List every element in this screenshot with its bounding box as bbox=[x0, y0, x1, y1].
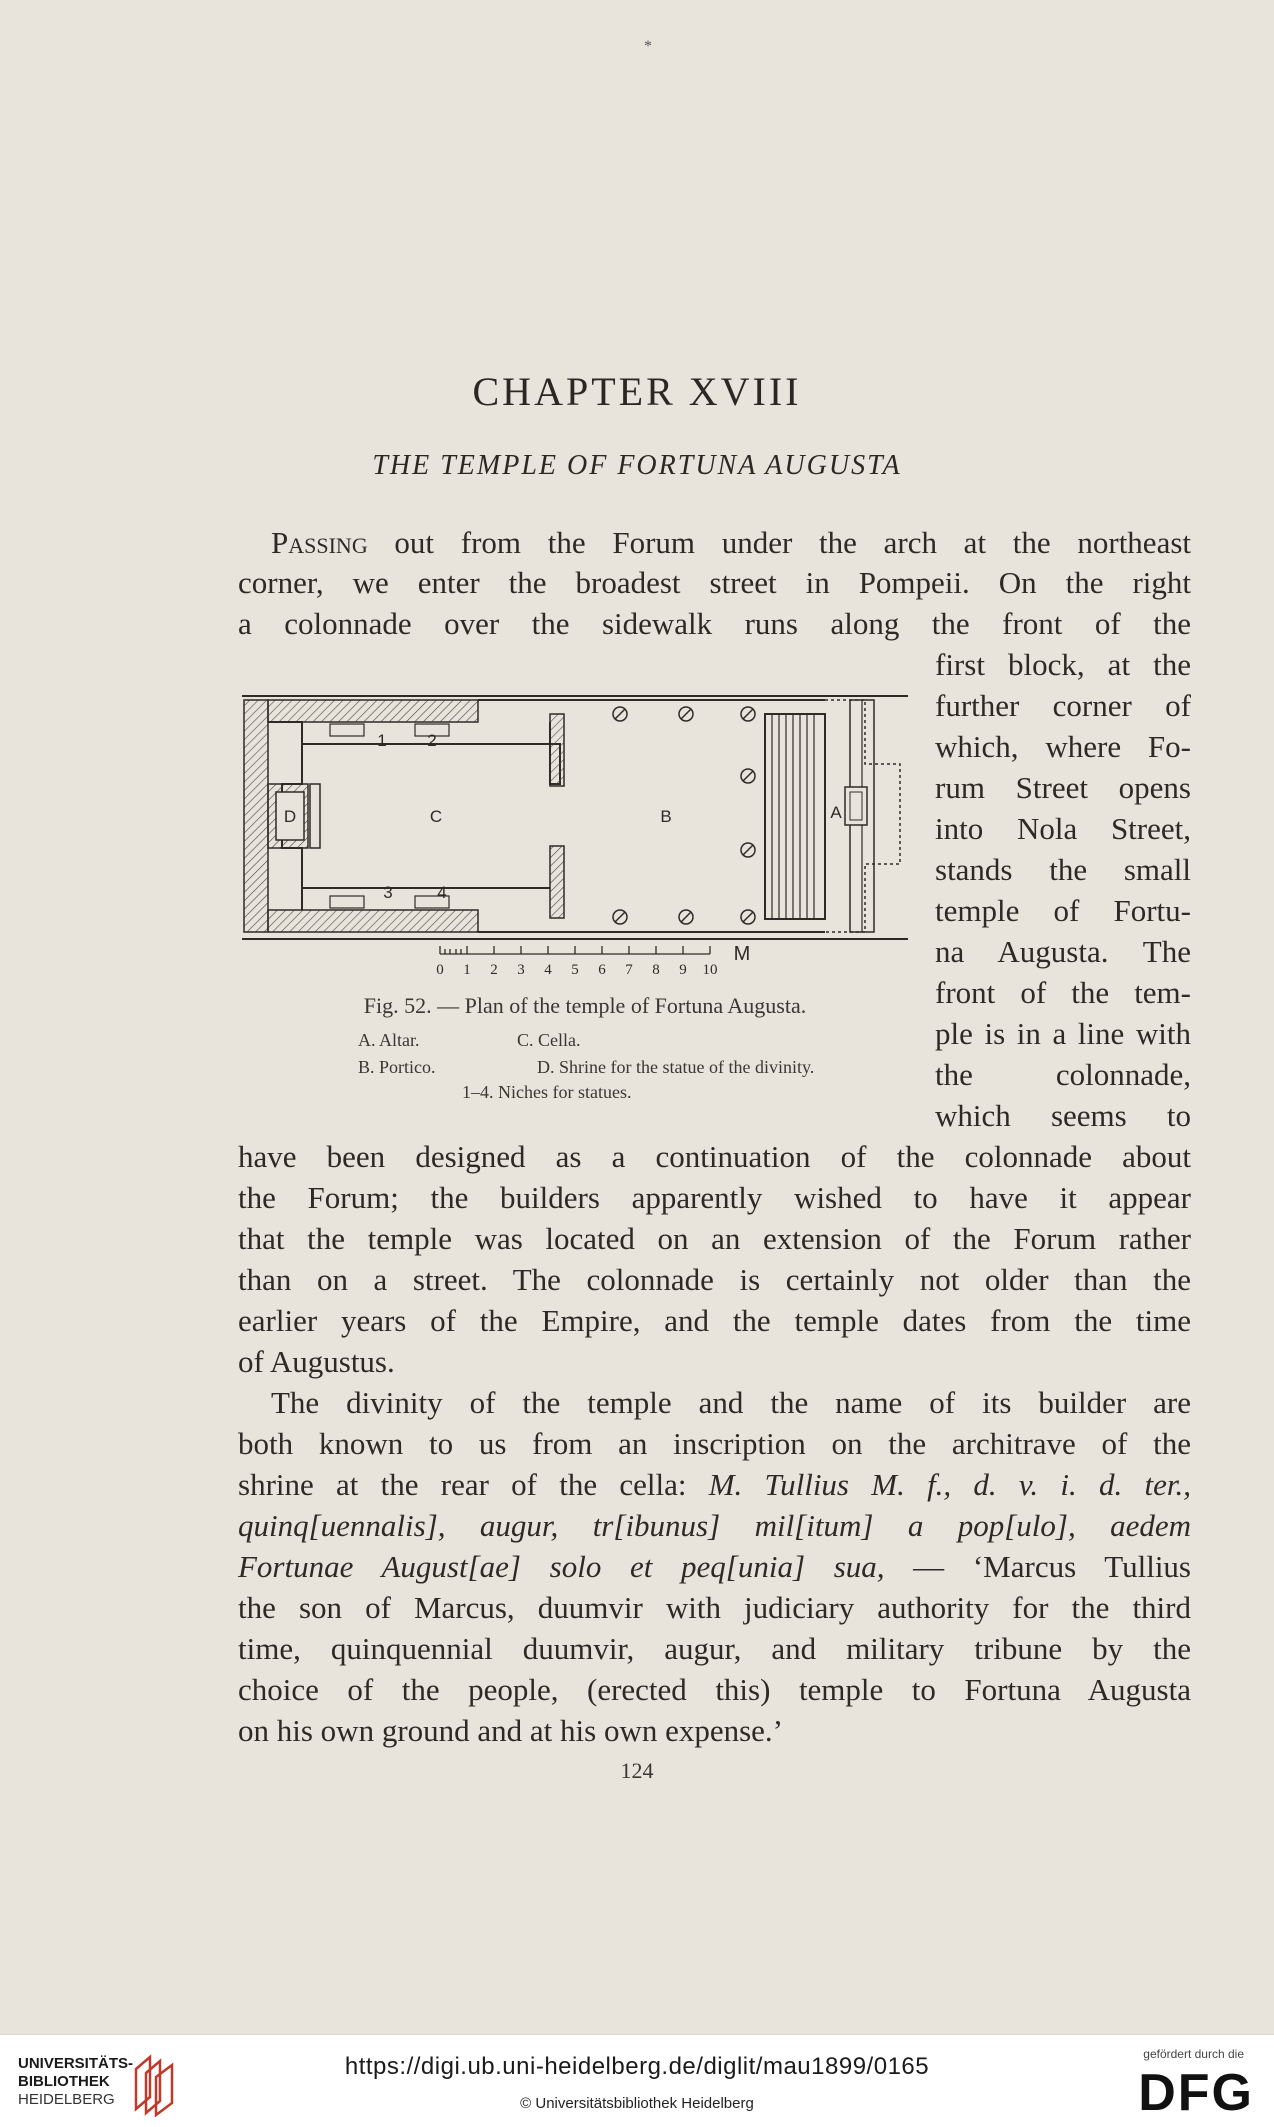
text-line: the colonnade, bbox=[935, 1057, 1191, 1092]
label-cella: C bbox=[429, 807, 443, 826]
text-line: The divinity of the temple and the name of its builder are bbox=[271, 1385, 1191, 1420]
scale-tick-label: 1 bbox=[463, 962, 471, 978]
text-line: front of the tem- bbox=[935, 975, 1191, 1010]
print-mark: * bbox=[644, 38, 652, 55]
legend-altar: A. Altar. bbox=[358, 1030, 420, 1050]
drop-word: Passing bbox=[271, 525, 368, 560]
legend-cella: C. Cella. bbox=[517, 1030, 581, 1050]
page-number: 124 bbox=[620, 1758, 654, 1783]
figure-caption: Fig. 52. — Plan of the temple of Fortuna Augusta. bbox=[363, 993, 807, 1018]
text-line: corner, we enter the broadest street in Pompeii. On the right bbox=[238, 565, 1191, 600]
temple-plan-figure bbox=[240, 684, 910, 984]
text-line: na Augusta. The bbox=[935, 934, 1191, 969]
text-line: a colonnade over the sidewalk runs along the front of the bbox=[238, 606, 1191, 641]
text-line: that the temple was located on an extension of the Forum rather bbox=[238, 1221, 1191, 1256]
text-line: than on a street. The colonnade is certainly not older than the bbox=[238, 1262, 1191, 1297]
text-line: rum Street opens bbox=[935, 770, 1191, 805]
text-line: first block, at the bbox=[935, 647, 1191, 682]
label-portico: B bbox=[660, 807, 672, 826]
copyright-notice: © Universitätsbibliothek Heidelberg bbox=[520, 2095, 754, 2112]
text-line: which, where Fo- bbox=[935, 729, 1191, 764]
text-line: Passing out from the Forum under the arch at the northeast bbox=[271, 525, 1191, 560]
text-line: the son of Marcus, duumvir with judiciary authority for the third bbox=[238, 1590, 1191, 1625]
text-line: have been designed as a continuation of the colonnade about bbox=[238, 1139, 1191, 1174]
label-niche-2: 2 bbox=[427, 731, 437, 750]
text-line: which seems to bbox=[935, 1098, 1191, 1133]
text-line: choice of the people, (erected this) temple to Fortuna Augusta bbox=[238, 1672, 1191, 1707]
scale-tick-label: 2 bbox=[490, 962, 498, 978]
chapter-subtitle: THE TEMPLE OF FORTUNA AUGUSTA bbox=[372, 450, 902, 481]
legend-niches: 1–4. Niches for statues. bbox=[462, 1082, 632, 1102]
label-scale-unit: M bbox=[733, 943, 751, 965]
altar bbox=[845, 787, 867, 825]
text-line: temple of Fortu- bbox=[935, 893, 1191, 928]
scale-tick-label: 6 bbox=[598, 962, 606, 978]
text-line: shrine at the rear of the cella: M. Tullius M. f., d. v. i. d. ter., bbox=[238, 1467, 1191, 1502]
label-niche-3: 3 bbox=[383, 883, 393, 902]
text-line: Fortunae August[ae] solo et peq[unia] sua, — ‘Marcus Tullius bbox=[238, 1549, 1191, 1584]
back-wall bbox=[244, 700, 268, 932]
text-line: both known to us from an inscription on the architrave of the bbox=[238, 1426, 1191, 1461]
text-line: earlier years of the Empire, and the temple dates from the time bbox=[238, 1303, 1191, 1338]
library-name: UNIVERSITÄTS- BIBLIOTHEK HEIDELBERG bbox=[18, 2055, 134, 2108]
scale-tick-label: 4 bbox=[544, 962, 552, 978]
text-line: quinq[uennalis], augur, tr[ibunus] mil[itum] a pop[ulo], aedem bbox=[238, 1508, 1191, 1543]
legend-shrine: D. Shrine for the statue of the divinity. bbox=[537, 1057, 815, 1077]
label-altar: A bbox=[830, 803, 842, 822]
label-niche-1: 1 bbox=[377, 731, 387, 750]
text-line: time, quinquennial duumvir, augur, and military tribune by the bbox=[238, 1631, 1191, 1666]
scale-tick-label: 3 bbox=[517, 962, 525, 978]
text-line: into Nola Street, bbox=[935, 811, 1191, 846]
scale-tick-label: 10 bbox=[702, 962, 718, 978]
south-wall bbox=[268, 910, 478, 932]
text-line: the Forum; the builders apparently wished to have it appear bbox=[238, 1180, 1191, 1215]
text-line: further corner of bbox=[935, 688, 1191, 723]
chapter-title: CHAPTER XVIII bbox=[472, 369, 802, 414]
scale-tick-label: 5 bbox=[571, 962, 579, 978]
viewer-footer bbox=[0, 2034, 1274, 2127]
text-line: of Augustus. bbox=[238, 1344, 395, 1379]
text-line: on his own ground and at his own expense.’ bbox=[238, 1713, 783, 1748]
label-shrine: D bbox=[283, 807, 297, 826]
scale-bar bbox=[440, 946, 710, 954]
text-line: ple is in a line with bbox=[935, 1016, 1191, 1051]
scale-tick-label: 0 bbox=[436, 962, 444, 978]
legend-portico: B. Portico. bbox=[358, 1057, 436, 1077]
temple-steps bbox=[765, 714, 825, 919]
scale-tick-label: 8 bbox=[652, 962, 660, 978]
north-wall bbox=[268, 700, 478, 722]
dfg-logo: DFG bbox=[1138, 2064, 1254, 2122]
permalink-link[interactable]: https://digi.ub.uni-heidelberg.de/diglit/mau1899/0165 bbox=[344, 2053, 930, 2080]
scale-tick-label: 9 bbox=[679, 962, 687, 978]
text-line: stands the small bbox=[935, 852, 1191, 887]
scale-tick-label: 7 bbox=[625, 962, 633, 978]
funding-note: gefördert durch die bbox=[1143, 2047, 1244, 2061]
label-niche-4: 4 bbox=[437, 883, 447, 902]
portico-columns bbox=[613, 707, 755, 924]
